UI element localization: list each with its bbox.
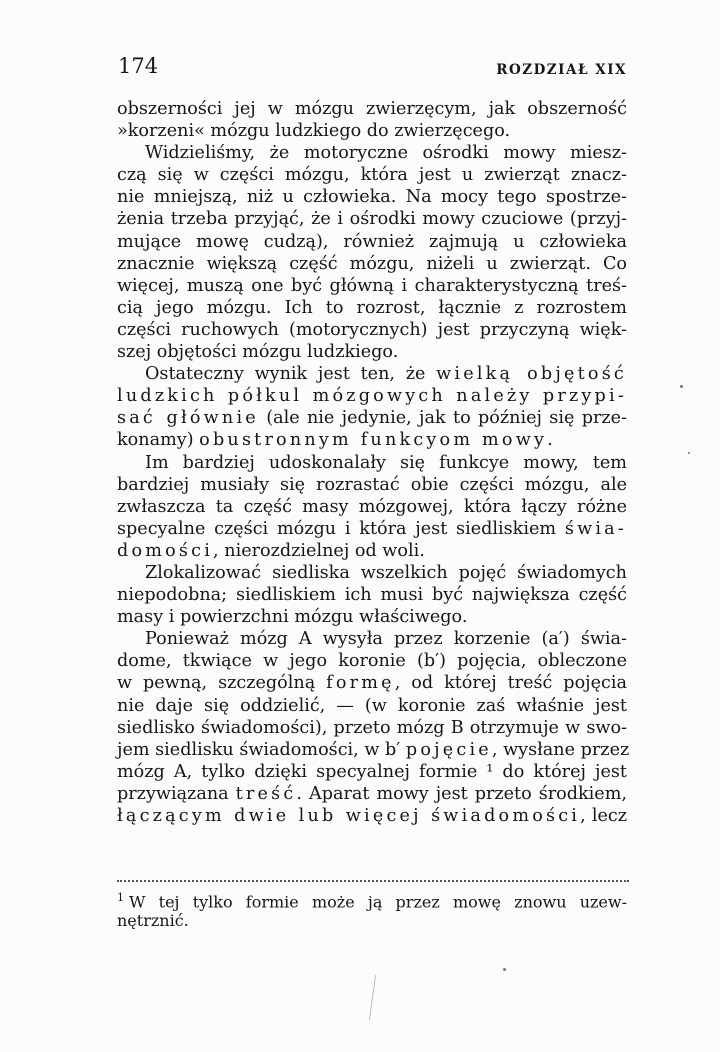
text-line	[117, 496, 627, 518]
text-segment: nie mniejszą, niż u człowieka. Na mocy tego spostrze-	[117, 187, 627, 208]
text-segment: Ponieważ mózg A wysyła przez korzenie (a′) świa-	[145, 629, 627, 650]
text-line	[117, 341, 627, 363]
text-line	[117, 739, 630, 761]
text-segment: .	[547, 430, 553, 451]
text-line	[117, 518, 627, 540]
text-line	[117, 98, 627, 120]
text-segment: żenia trzeba przyjąć, że i ośrodki mowy czuciowe (przyj-	[117, 209, 627, 230]
text-line	[117, 761, 627, 783]
text-segment: , wysłane przez	[491, 739, 630, 760]
spaced-emphasis: łączącym dwie lub więcej świadomości	[117, 806, 581, 826]
text-segment: mujące mowę cudzą), również zajmują u człowieka	[117, 231, 627, 252]
text-line	[117, 783, 627, 805]
text-line	[117, 231, 627, 253]
text-segment: , nierozdzielnej od woli.	[213, 540, 425, 561]
text-segment: konamy)	[117, 430, 200, 451]
text-line	[117, 385, 627, 407]
text-segment: szej objętości mózgu ludzkiego.	[117, 342, 399, 363]
spaced-emphasis: świa-	[564, 518, 627, 539]
text-segment: »korzeni« mózgu ludzkiego do zwierzęcego.	[117, 121, 511, 142]
spaced-emphasis: wielką objętość	[436, 364, 627, 385]
text-line	[117, 672, 627, 694]
text-line	[117, 407, 627, 429]
text-segment: specyalne części mózgu i która jest siedliskiem	[117, 518, 565, 539]
text-line	[117, 584, 627, 606]
text-line	[117, 562, 627, 584]
text-line	[117, 253, 627, 275]
text-segment: . Aparat mowy jest przeto środkiem,	[296, 783, 627, 804]
paper-speck	[688, 452, 690, 454]
text-segment: przywiązana	[117, 783, 236, 804]
spaced-emphasis: obustronnym funkcyom mowy	[199, 430, 548, 451]
text-line	[117, 120, 627, 142]
text-segment: Im bardziej udoskonalały się funkcye mowy, tem	[145, 452, 627, 473]
text-line	[117, 363, 627, 385]
page-number: 174	[118, 54, 159, 78]
text-line	[117, 319, 627, 341]
text-segment: zwłaszcza ta część masy mózgowej, która łączy różne	[117, 496, 627, 517]
text-line	[117, 275, 627, 297]
text-segment: mózg A, tylko dzięki specyalnej formie ¹ do której jest	[117, 761, 627, 782]
text-segment: bardziej musiały się rozrastać obie części mózgu, ale	[117, 474, 627, 495]
text-line	[117, 186, 627, 208]
text-line	[117, 540, 627, 562]
text-segment: znacznie większą część mózgu, niżeli u zwierząt. Co	[117, 253, 627, 274]
text-segment: obszerności jej w mózgu zwierzęcym, jak obszerność	[117, 99, 627, 119]
text-segment: czą się w części mózgu, która jest u zwierząt znacz-	[117, 165, 627, 186]
text-line	[117, 606, 627, 628]
text-segment: cią jego mózgu. Ich to rozrost, łącznie z rozrostem	[117, 297, 627, 318]
text-segment: więcej, muszą one być główną i charakterystyczną treś-	[117, 275, 627, 296]
spaced-emphasis: formę	[326, 673, 395, 694]
footnote-text: W tej tylko formie może ją przez mowę znowu uzew-	[129, 892, 627, 912]
text-segment: dome, tkwiące w jego koronie (b′) pojęcia, obleczone	[117, 651, 627, 672]
paper-scratch	[369, 975, 376, 1020]
spaced-emphasis: pojęcie	[405, 739, 492, 760]
spaced-emphasis: treść	[235, 783, 297, 804]
text-segment: siedlisko świadomości), przeto mózg B otrzymuje w swo-	[117, 717, 627, 738]
footnote	[117, 888, 627, 930]
text-line	[117, 208, 627, 230]
text-segment: nie daje się oddzielić, — (w koronie zaś właśnie jest	[117, 695, 627, 716]
footnote-line	[117, 911, 627, 930]
text-line	[117, 452, 627, 474]
footnote-line	[117, 888, 627, 911]
text-line	[117, 717, 627, 739]
paper-speck	[503, 968, 506, 971]
spaced-emphasis: sać głównie	[117, 408, 259, 429]
text-segment: Widzieliśmy, że motoryczne ośrodki mowy miesz-	[145, 143, 627, 164]
text-line	[117, 650, 627, 672]
text-segment: jem siedlisku świadomości, w b′	[117, 739, 406, 760]
text-line	[117, 628, 627, 650]
text-line	[117, 297, 627, 319]
text-line	[117, 164, 627, 186]
text-line	[117, 474, 627, 496]
spaced-emphasis: domości	[117, 540, 214, 561]
text-line	[117, 695, 627, 717]
text-segment: , od której treść pojęcia	[394, 673, 627, 694]
text-segment: (ale nie jedynie, jak to później się prze-	[258, 408, 627, 429]
text-segment: Zlokalizować siedliska wszelkich pojęć świadomych	[145, 562, 627, 583]
text-line	[117, 805, 627, 827]
page-header	[118, 54, 627, 84]
body-text	[117, 98, 630, 827]
footnote-marker: 1	[117, 891, 124, 904]
paper-speck	[680, 385, 683, 388]
text-segment: niepodobna; siedliskiem ich musi być największa część	[117, 585, 627, 606]
running-head: ROZDZIAŁ XIX	[496, 62, 627, 78]
footnote-separator	[117, 872, 629, 882]
text-segment: części ruchowych (motorycznych) jest przyczyną więk-	[117, 319, 627, 340]
spaced-emphasis: ludzkich półkul mózgowych należy przypi-	[117, 386, 627, 407]
text-line	[117, 142, 627, 164]
text-segment: w pewną, szczególną	[117, 673, 327, 694]
text-segment: , lecz	[580, 806, 627, 826]
text-line	[117, 429, 627, 451]
text-segment: masy i powierzchni mózgu właściwego.	[117, 607, 468, 628]
text-segment: Ostateczny wynik jest ten, że	[145, 364, 437, 385]
footnote-text: nętrznić.	[117, 911, 189, 931]
